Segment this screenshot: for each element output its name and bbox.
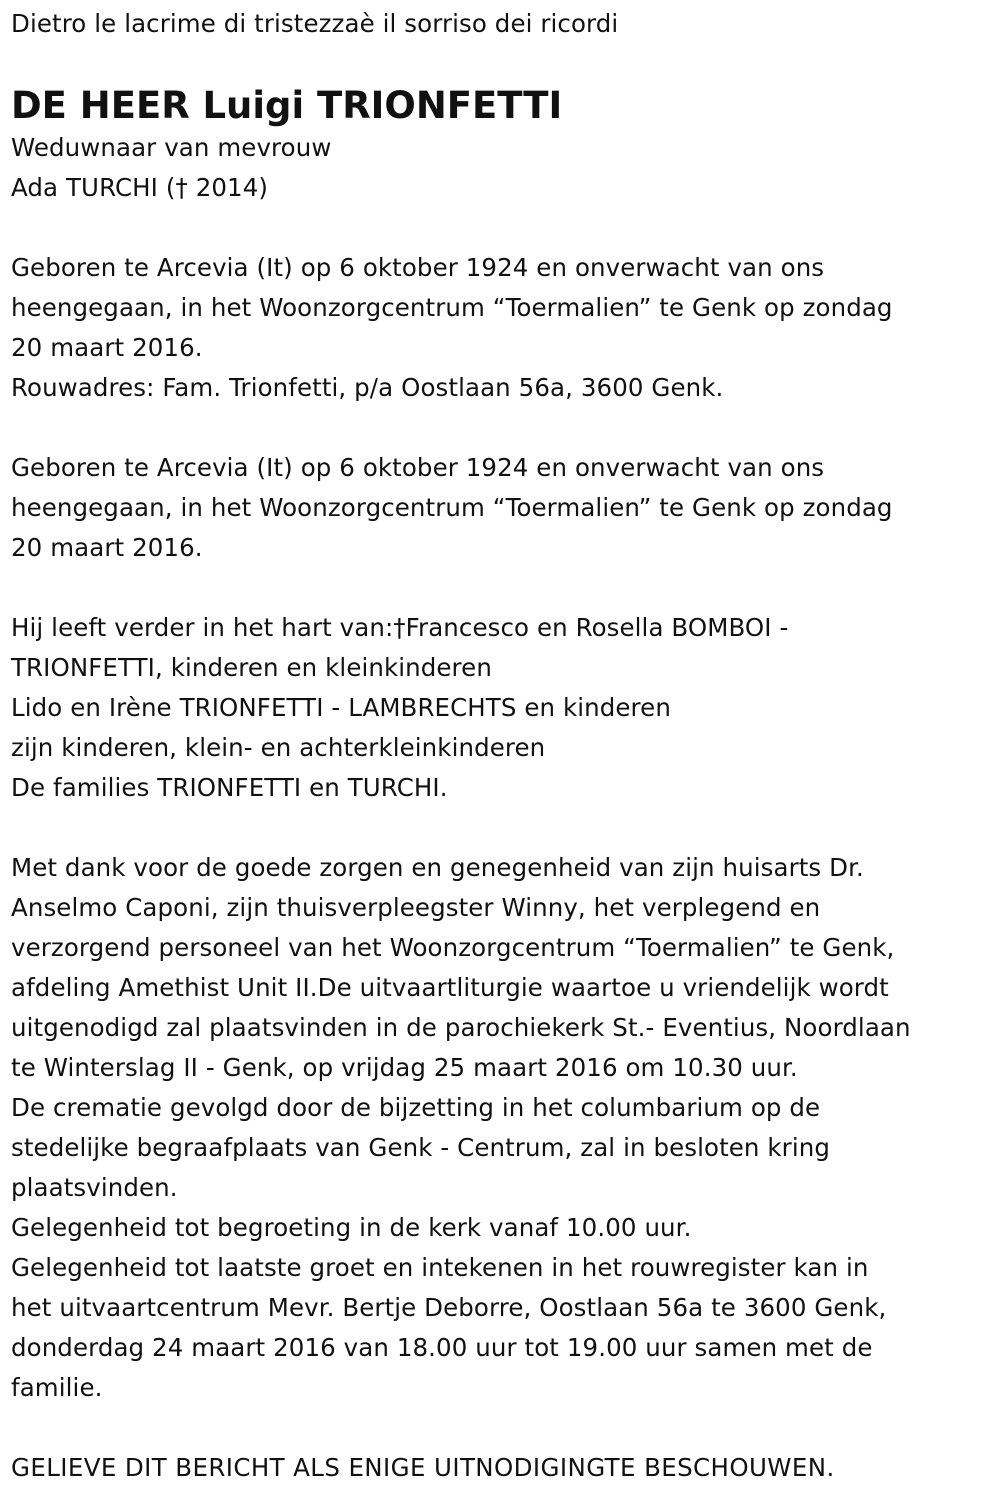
- paragraph-line: Gelegenheid tot begroeting in de kerk vanaf 10.00 uur.: [11, 1213, 692, 1242]
- paragraph-line: Gelegenheid tot laatste groet en intekenen in het rouwregister kan in: [11, 1253, 869, 1282]
- paragraph-line: het uitvaartcentrum Mevr. Bertje Deborre, Oostlaan 56a te 3600 Genk,: [11, 1293, 887, 1322]
- paragraph-line: familie.: [11, 1373, 103, 1402]
- paragraph-line: Geboren te Arcevia (It) op 6 oktober 1924 en onverwacht van ons: [11, 453, 825, 482]
- motto: Dietro le lacrime di tristezzaè il sorriso dei ricordi: [11, 9, 619, 38]
- spouse-line: Weduwnaar van mevrouw: [11, 133, 332, 162]
- paragraph-line: donderdag 24 maart 2016 van 18.00 uur tot 19.00 uur samen met de: [11, 1333, 873, 1362]
- birth-death-paragraph: [11, 248, 990, 408]
- paragraph-line: heengegaan, in het Woonzorgcentrum “Toermalien” te Genk op zondag: [11, 493, 893, 522]
- closing-statement: GELIEVE DIT BERICHT ALS ENIGE UITNODIGINGTE BESCHOUWEN.: [11, 1453, 835, 1482]
- paragraph-line: heengegaan, in het Woonzorgcentrum “Toermalien” te Genk op zondag: [11, 293, 893, 322]
- family-line: Lido en Irène TRIONFETTI - LAMBRECHTS en kinderen: [11, 693, 671, 722]
- family-line: Hij leeft verder in het hart van:†Francesco en Rosella BOMBOI -: [11, 613, 789, 642]
- paragraph-gap: [11, 408, 990, 448]
- family-line: De families TRIONFETTI en TURCHI.: [11, 773, 448, 802]
- paragraph-line: plaatsvinden.: [11, 1173, 178, 1202]
- paragraph-line: uitgenodigd zal plaatsvinden in de parochiekerk St.- Eventius, Noordlaan: [11, 1013, 911, 1042]
- paragraph-gap: [11, 568, 990, 608]
- paragraph-line: Met dank voor de goede zorgen en genegenheid van zijn huisarts Dr.: [11, 853, 864, 882]
- paragraph-line: Geboren te Arcevia (It) op 6 oktober 1924 en onverwacht van ons: [11, 253, 825, 282]
- family-line: zijn kinderen, klein- en achterkleinkinderen: [11, 733, 546, 762]
- paragraph-gap: [11, 208, 990, 248]
- family-line: TRIONFETTI, kinderen en kleinkinderen: [11, 653, 492, 682]
- paragraph-gap: [11, 808, 990, 848]
- paragraph-gap: [11, 1408, 990, 1448]
- mourning-address: Rouwadres: Fam. Trionfetti, p/a Oostlaan 56a, 3600 Genk.: [11, 373, 724, 402]
- paragraph-line: te Winterslag II - Genk, op vrijdag 25 maart 2016 om 10.30 uur.: [11, 1053, 798, 1082]
- spouse-block: [11, 128, 990, 208]
- paragraph-line: De crematie gevolgd door de bijzetting in het columbarium op de: [11, 1093, 821, 1122]
- deceased-name-title: DE HEER Luigi TRIONFETTI: [11, 84, 563, 127]
- paragraph-line: 20 maart 2016.: [11, 533, 203, 562]
- paragraph-line: Anselmo Caponi, zijn thuisverpleegster Winny, het verplegend en: [11, 893, 821, 922]
- paragraph-line: 20 maart 2016.: [11, 333, 203, 362]
- family-paragraph: [11, 608, 990, 808]
- paragraph-line: stedelijke begraafplaats van Genk - Centrum, zal in besloten kring: [11, 1133, 830, 1162]
- thanks-and-ceremony-paragraph: [11, 848, 990, 1408]
- paragraph-line: verzorgend personeel van het Woonzorgcentrum “Toermalien” te Genk,: [11, 933, 895, 962]
- paragraph-line: afdeling Amethist Unit II.De uitvaartliturgie waartoe u vriendelijk wordt: [11, 973, 889, 1002]
- spouse-line: Ada TURCHI († 2014): [11, 173, 269, 202]
- birth-death-paragraph-repeat: [11, 448, 990, 568]
